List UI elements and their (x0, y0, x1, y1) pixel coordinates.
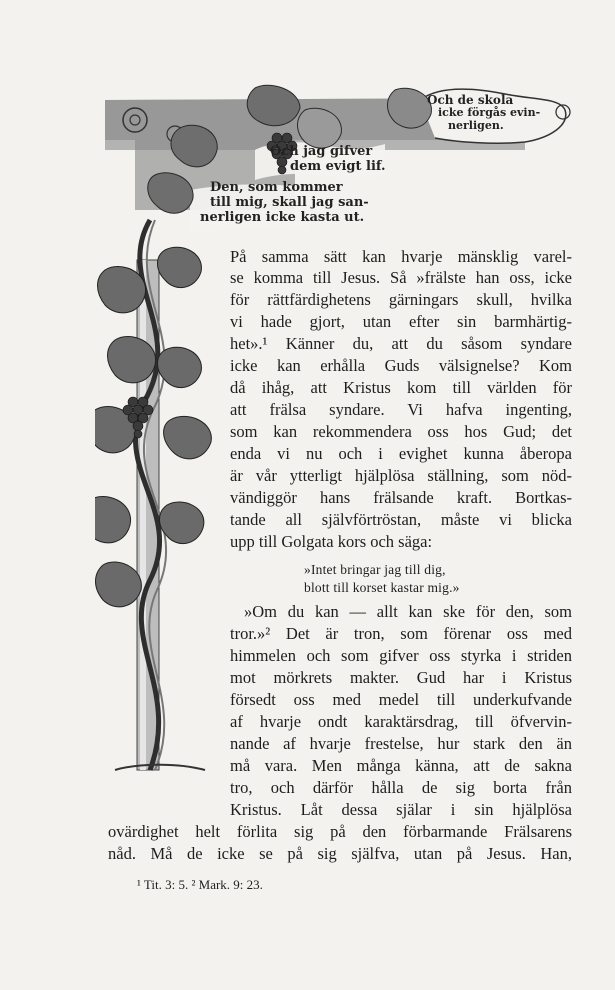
body-line: är vår ytterligt hjälplösa ställning, som nöd- (230, 466, 572, 485)
banner-left-line-3: nerligen icke kasta ut. (200, 210, 365, 225)
banner-left-line-2: till mig, skall jag san- (210, 195, 369, 210)
body-line: upp till Golgata kors och säga: (230, 532, 433, 551)
body-line: het».¹ Känner du, att du såsom syndare (230, 334, 572, 353)
body-line: försedt oss med medel till underkufvande (230, 690, 572, 709)
body-line: icke kan erhålla Guds välsignelse? Kom (230, 356, 572, 375)
banner-middle-line-1: Och jag gifver (270, 144, 373, 159)
poem-line: blott till korset kastar mig.» (304, 580, 460, 595)
body-line: nåd. Må de icke se på sig själfva, utan på Jesus. Han, (108, 844, 572, 863)
body-line: vändiggör hans frälsande kraft. Bortkas- (230, 488, 572, 507)
body-line: Kristus. Låt dessa själar i sin hjälplösa (230, 800, 572, 819)
body-line: af hvarje ondt karaktärsdrag, till öfvervin- (230, 712, 572, 731)
body-line: nande af hvarje frestelse, hur stark den än (230, 734, 572, 753)
body-line: då ihåg, att Kristus kom till världen för (230, 378, 572, 397)
body-line: »Om du kan — allt kan ske för den, som (244, 602, 572, 621)
banner-top-right-line-1: Och de skola (427, 93, 514, 107)
body-line: enda vi nu och i evighet kunna åberopa (230, 444, 572, 463)
body-line: mot mörkrets makter. Gud har i Kristus (230, 668, 572, 687)
body-line: himmelen och som gifver oss styrka i striden (230, 646, 572, 665)
body-line: för rättfärdighetens gärningars skull, hvilka (230, 290, 572, 309)
body-line: må vara. Men många känna, att de sakna (230, 756, 572, 775)
body-line: tro, och därför hålla de sig borta från (230, 778, 572, 797)
body-line: som kan rekommendera oss hos Gud; det (230, 422, 572, 441)
banner-left-line-1: Den, som kommer (210, 180, 343, 195)
body-line: se komma till Jesus. Så »frälste han oss, icke (230, 268, 572, 287)
banner-top-right-line-2: icke förgås evin- (438, 106, 541, 119)
banner-top-right-line-3: nerligen. (448, 119, 504, 132)
body-line: att frälsa syndare. Vi hafva ingenting, (230, 400, 572, 419)
body-line: tande all självförtröstan, måste vi blicka (230, 510, 572, 529)
body-line: vi hade gjort, utan efter sin barmhärtig- (230, 312, 572, 331)
poem-line: »Intet bringar jag till dig, (304, 562, 446, 577)
body-line: tror.»² Det är tron, som förenar oss med (230, 624, 572, 643)
banner-middle-line-2: dem evigt lif. (290, 159, 386, 174)
body-line: På samma sätt kan hvarje mänsklig varel- (230, 247, 572, 266)
body-line: ovärdighet helt förlita sig på den förbarmande Frälsarens (108, 822, 572, 841)
footnotes: ¹ Tit. 3: 5. ² Mark. 9: 23. (137, 877, 263, 892)
